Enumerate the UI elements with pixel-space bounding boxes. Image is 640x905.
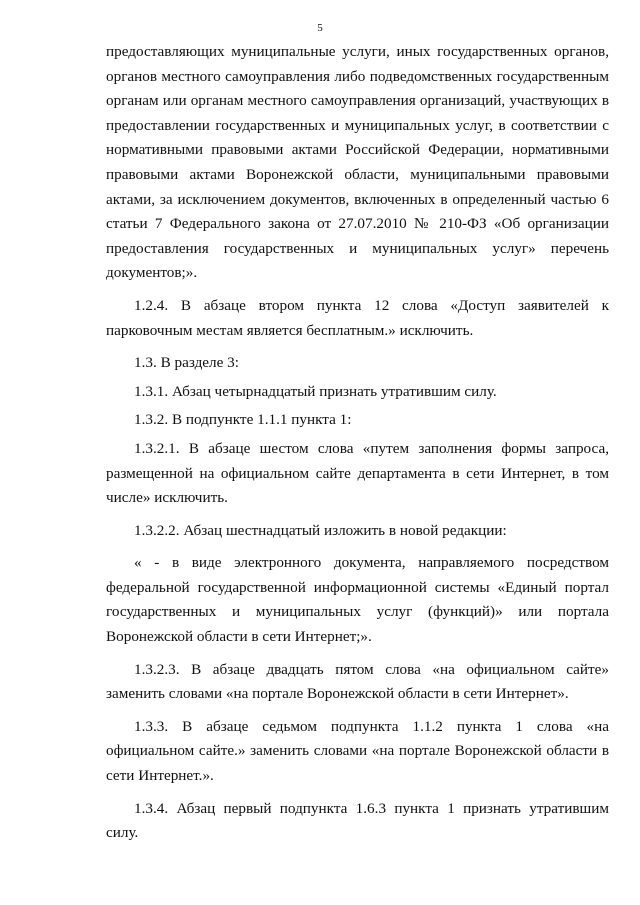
paragraph-1-3-4: 1.3.4. Абзац первый подпункта 1.6.3 пункта 1 признать утратившим силу.: [106, 799, 609, 842]
paragraph-1-2-4: 1.2.4. В абзаце втором пункта 12 слова «Доступ заявителей к парковочным местам является бесплатным.» исключить.: [106, 296, 609, 339]
paragraph-continuation: предоставляющих муниципальные услуги, иных государственных органов, органов местного самоуправления либо подведомственных государственным органам или органам местного самоуправления организаций, участвующих в предоставлении государственных и муниципальных услуг, в соответствии с нормативными правовыми актами Российской Федерации, нормативными правовыми актами Воронежской области, муниципальными правовыми актами, за исключением документов, включенных в определенный частью 6 статьи 7 Федерального закона от 27.07.2010 № 210-ФЗ «Об организации предоставления государственных и муниципальных услуг» перечень документов;».: [106, 43, 609, 282]
paragraph-1-3-2-3: 1.3.2.3. В абзаце двадцать пятом слова «на официальном сайте» заменить словами «на портале Воронежской области в сети Интернет».: [106, 660, 609, 703]
paragraph-1-3-3: 1.3.3. В абзаце седьмом подпункта 1.1.2 пункта 1 слова «на официальном сайте.» заменить словами «на портале Воронежской области в сети Интернет.».: [106, 717, 609, 785]
paragraph-1-3-2: 1.3.2. В подпункте 1.1.1 пункта 1:: [134, 411, 352, 429]
paragraph-1-3-2-1: 1.3.2.1. В абзаце шестом слова «путем заполнения формы запроса, размещенной на официальном сайте департамента в сети Интернет, в том числе» исключить.: [106, 439, 609, 507]
paragraph-1-3-1: 1.3.1. Абзац четырнадцатый признать утратившим силу.: [134, 382, 497, 400]
paragraph-1-3: 1.3. В разделе 3:: [134, 354, 239, 372]
page-number: 5: [317, 22, 323, 34]
paragraph-1-3-2-2: 1.3.2.2. Абзац шестнадцатый изложить в новой редакции:: [134, 521, 507, 539]
paragraph-new-wording: « - в виде электронного документа, направляемого посредством федеральной государственной информационной системы «Единый портал государственных и муниципальных услуг (функций)» или портала Воронежской области в сети Интернет;».: [106, 554, 609, 646]
document-body: [106, 40, 609, 846]
